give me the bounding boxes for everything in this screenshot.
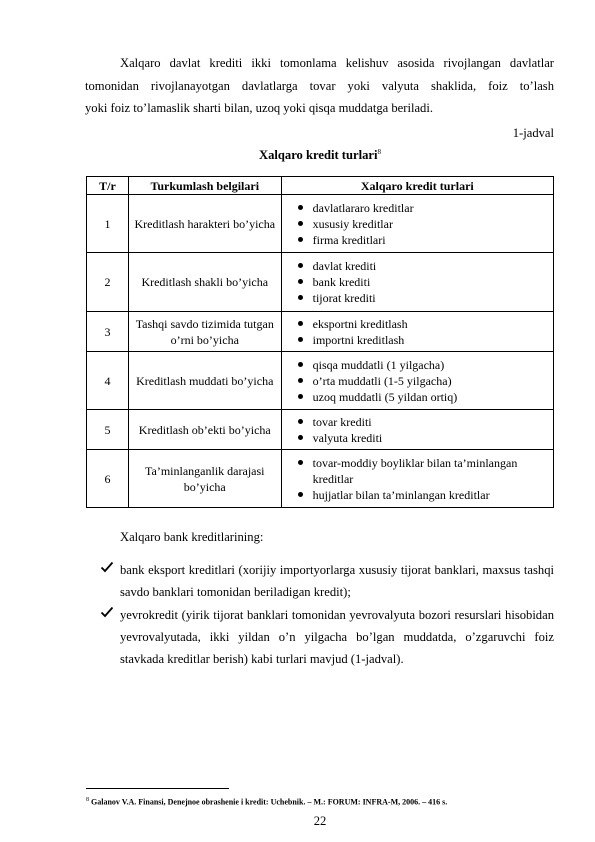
checkmark-icon (100, 604, 114, 626)
intro-line-2: tomonidan rivojlanayotgan davlatlarga tovar yoki valyuta shaklida, foiz to’lash (85, 78, 554, 93)
check-list-item (100, 559, 554, 603)
footnote-ref: 8 (377, 148, 381, 156)
row-belgi: Kreditlash shakli bo’yicha (128, 253, 281, 312)
row-belgi: Kreditlash muddati bo’yicha (128, 352, 281, 410)
row-belgi: Kreditlash harakteri bo’yicha (128, 195, 281, 253)
row-belgi: Kreditlash ob’ekti bo’yicha (128, 410, 281, 450)
list-item: bank krediti (296, 274, 549, 290)
list-item: o’rta muddatli (1-5 yilgacha) (296, 373, 549, 389)
list-item: davlatlararo kreditlar (296, 200, 549, 216)
list-item: davlat krediti (296, 258, 549, 274)
table-row (87, 195, 554, 253)
table-row (87, 450, 554, 508)
header-tr: T/r (87, 177, 129, 195)
table-row (87, 253, 554, 312)
row-number: 5 (87, 410, 129, 450)
list-item: hujjatlar bilan ta’minlangan kreditlar (296, 487, 549, 503)
row-number: 1 (87, 195, 129, 253)
row-number: 6 (87, 450, 129, 508)
row-number: 3 (87, 312, 129, 352)
check-item-text: yevrokredit (yirik tijorat banklari tomonidan yevrovalyuta bozori resurslari hisobidan yevrovalyutada, ikki yildan o’n yilgacha bo’lgan muddatda, o’zgaruvchi foiz stavkada kreditlar berish) kabi turlari mavjud (1-jadval). (120, 608, 554, 666)
table-number: 1-jadval (512, 126, 554, 140)
table-title (0, 148, 595, 163)
list-item: uzoq muddatli (5 yildan ortiq) (296, 389, 549, 405)
footnote (86, 797, 447, 807)
table-row (87, 410, 554, 450)
check-item-text: bank eksport kreditlari (xorijiy importyorlarga xususiy tijorat banklari, maxsus tashqi savdo banklari tomonidan beriladigan kredit); (120, 563, 554, 599)
list-item: xususiy kreditlar (296, 216, 549, 232)
checkmark-icon (100, 559, 114, 581)
list-item: tijorat krediti (296, 290, 549, 306)
table-row (87, 352, 554, 410)
table-title-text: Xalqaro kredit turlari (259, 148, 378, 163)
check-list-item (100, 604, 554, 670)
page-number: 22 (313, 814, 327, 828)
list-item: eksportni kreditlash (296, 316, 549, 332)
row-belgi: Ta’minlanganlik darajasi bo’yicha (128, 450, 281, 508)
row-number: 4 (87, 352, 129, 410)
list-item: qisqa muddatli (1 yilgacha) (296, 357, 549, 373)
credit-types-table (86, 176, 554, 508)
header-belgi: Turkumlash belgilari (128, 177, 281, 195)
footnote-divider (86, 788, 229, 789)
footnote-number: 8 (86, 797, 89, 803)
footnote-text: Galanov V.A. Finansi, Denejnoe obrashenie i kredit: Uchebnik. – M.: FORUM: INFRA-M, 2006. – 416 s. (91, 797, 448, 807)
row-number: 2 (87, 253, 129, 312)
intro-line-1: Xalqaro davlat krediti ikki tomonlama kelishuv asosida rivojlangan davlatlar (120, 56, 554, 70)
intro-paragraph (85, 52, 554, 120)
bank-credits-heading: Xalqaro bank kreditlarining: (120, 530, 264, 544)
intro-line-3: yoki foiz to’lamaslik sharti bilan, uzoq yoki qisqa muddatga beriladi. (85, 101, 434, 115)
list-item: importni kreditlash (296, 332, 549, 348)
list-item: tovar-moddiy boyliklar bilan ta’minlangan kreditlar (296, 455, 549, 487)
list-item: valyuta krediti (296, 430, 549, 446)
header-turlari: Xalqaro kredit turlari (281, 177, 553, 195)
table-row (87, 312, 554, 352)
row-belgi: Tashqi savdo tizimida tutgan o’rni bo’yicha (128, 312, 281, 352)
list-item: tovar krediti (296, 414, 549, 430)
list-item: firma kreditlari (296, 232, 549, 248)
